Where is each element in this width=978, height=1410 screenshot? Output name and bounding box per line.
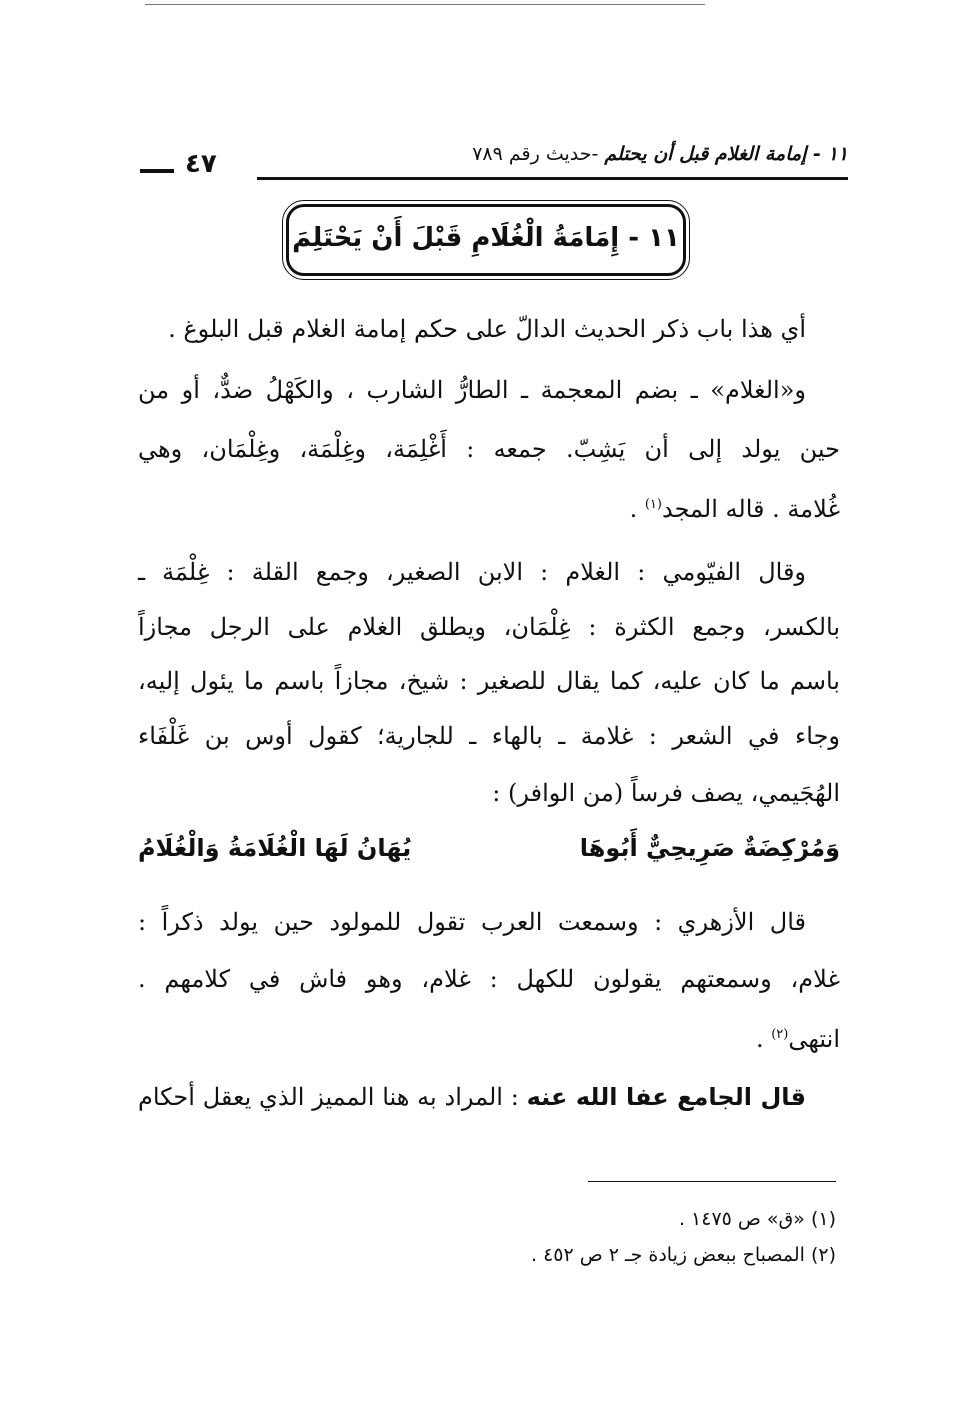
paragraph-3-line-1: وقال الفيّومي : الغلام : الابن الصغير، وجمع القلة : غِلْمَة ـ bbox=[138, 558, 806, 586]
running-title-main: ١١ - إمامة الغلام قبل أن يحتلم bbox=[604, 143, 848, 165]
chapter-title-box bbox=[286, 204, 686, 276]
page-number: ٤٧ bbox=[185, 149, 217, 179]
footnote-ref-1: (١) bbox=[644, 497, 662, 512]
verse-first-hemistich: وَمُرْكِضَةٌ صَرِيحِيٌّ أَبُوهَا bbox=[579, 834, 840, 862]
compiler-remark-lead: قال الجامع عفا الله عنه bbox=[526, 1083, 806, 1111]
running-title-hadith: -حديث رقم ٧٨٩ bbox=[472, 143, 605, 165]
paragraph-4-line-3-end: . bbox=[755, 1025, 772, 1053]
footnote-1: (١) «ق» ص ١٤٧٥ . bbox=[678, 1208, 836, 1230]
paragraph-2-line-1: و«الغلام» ـ بضم المعجمة ـ الطارُّ الشارب ، والكَهْلُ ضدٌّ، أو من bbox=[138, 376, 806, 404]
compiler-remark-text: : المراد به هنا المميز الذي يعقل أحكام bbox=[138, 1083, 527, 1111]
paragraph-3-line-3: باسم ما كان عليه، كما يقال للصغير : شيخ، مجازاً باسم ما يئول إليه، bbox=[138, 667, 840, 695]
page-number-dash bbox=[140, 169, 174, 173]
footnote-separator bbox=[588, 1181, 836, 1182]
paragraph-3-line-5: الهُجَيمي، يصف فرساً (من الوافر) : bbox=[492, 779, 840, 807]
paragraph-4-line-3 bbox=[756, 1018, 840, 1056]
top-edge-line bbox=[145, 4, 705, 5]
paragraph-2-line-3 bbox=[630, 488, 840, 526]
paragraph-1-line-1: أي هذا باب ذكر الحديث الدالّ على حكم إمامة الغلام قبل البلوغ . bbox=[168, 315, 806, 343]
paragraph-4-line-3-text: انتهى bbox=[788, 1025, 840, 1053]
poetry-verse bbox=[138, 834, 840, 874]
paragraph-4-line-1: قال الأزهري : وسمعت العرب تقول للمولود حين يولد ذكراً : bbox=[138, 908, 806, 936]
header-rule bbox=[257, 177, 848, 180]
paragraph-3-line-4: وجاء في الشعر : غلامة ـ بالهاء ـ للجارية؛ كقول أوس بن غَلْفَاء bbox=[138, 722, 840, 750]
paragraph-4-line-2: غلام، وسمعتهم يقولون للكهل : غلام، وهو فاش في كلامهم . bbox=[138, 965, 840, 993]
paragraph-5-line-1 bbox=[138, 1080, 806, 1114]
paragraph-2-line-3-end: . bbox=[629, 495, 645, 523]
paragraph-2-line-2: حين يولد إلى أن يَشِبّ. جمعه : أَغْلِمَة، وغِلْمَة، وغِلْمَان، وهي bbox=[138, 435, 840, 463]
running-header bbox=[140, 143, 848, 183]
chapter-title: ١١ - إِمَامَةُ الْغُلَامِ قَبْلَ أَنْ يَحْتَلِمَ bbox=[292, 223, 680, 253]
verse-second-hemistich: يُهَانُ لَهَا الْغُلَامَةُ وَالْغُلَامُ bbox=[138, 834, 412, 862]
paragraph-2-line-3-text: غُلامة . قاله المجد bbox=[661, 495, 840, 523]
running-title bbox=[472, 143, 848, 165]
paragraph-3-line-2: بالكسر، وجمع الكثرة : غِلْمَان، ويطلق الغلام على الرجل مجازاً bbox=[138, 613, 840, 641]
footnote-2: (٢) المصباح ببعض زيادة جـ ٢ ص ٤٥٢ . bbox=[530, 1244, 836, 1266]
footnote-ref-2: (٢) bbox=[771, 1027, 789, 1042]
